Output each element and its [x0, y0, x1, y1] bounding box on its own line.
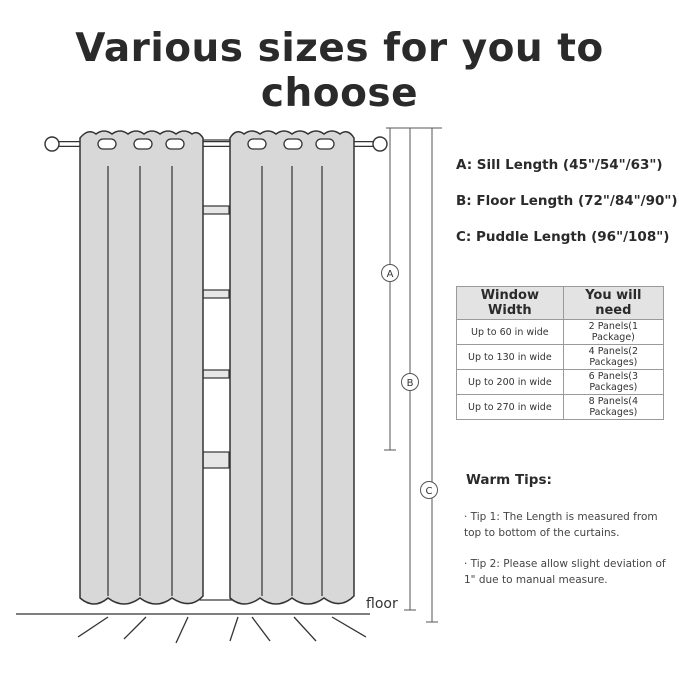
floor-label: floor	[366, 596, 398, 612]
warm-tips-title: Warm Tips:	[466, 472, 552, 488]
marker-c: C	[425, 486, 433, 497]
table-cell: Up to 60 in wide	[457, 320, 564, 345]
size-table	[456, 286, 664, 420]
right-curtain-panel	[230, 131, 354, 604]
table-row	[457, 345, 664, 370]
puddle-length-label: C: Puddle Length (96"/108")	[456, 229, 670, 245]
tip-1: · Tip 1: The Length is measured from top to bottom of the curtains.	[464, 511, 658, 539]
page-title: Various sizes for you to choose	[75, 26, 604, 116]
table-cell: Up to 270 in wide	[457, 395, 564, 420]
table-cell: 8 Panels(4 Packages)	[563, 395, 663, 420]
table-row	[457, 370, 664, 395]
table-cell: Up to 130 in wide	[457, 345, 564, 370]
marker-a: A	[386, 269, 394, 280]
left-curtain-panel	[80, 131, 203, 604]
window-frame	[200, 140, 232, 600]
table-cell: Up to 200 in wide	[457, 370, 564, 395]
sill-length-label: A: Sill Length (45"/54"/63")	[456, 157, 663, 173]
column-header: You will need	[563, 287, 663, 320]
table-row	[457, 395, 664, 420]
tip-2: · Tip 2: Please allow slight deviation of 1" due to manual measure.	[464, 558, 666, 586]
table-row	[457, 320, 664, 345]
table-cell: 6 Panels(3 Packages)	[563, 370, 663, 395]
floor	[16, 614, 370, 643]
marker-b: B	[406, 378, 414, 389]
column-header: Window Width	[457, 287, 564, 320]
floor-length-label: B: Floor Length (72"/84"/90")	[456, 193, 678, 209]
table-header-row	[457, 287, 664, 320]
table-cell: 2 Panels(1 Package)	[563, 320, 663, 345]
table-cell: 4 Panels(2 Packages)	[563, 345, 663, 370]
